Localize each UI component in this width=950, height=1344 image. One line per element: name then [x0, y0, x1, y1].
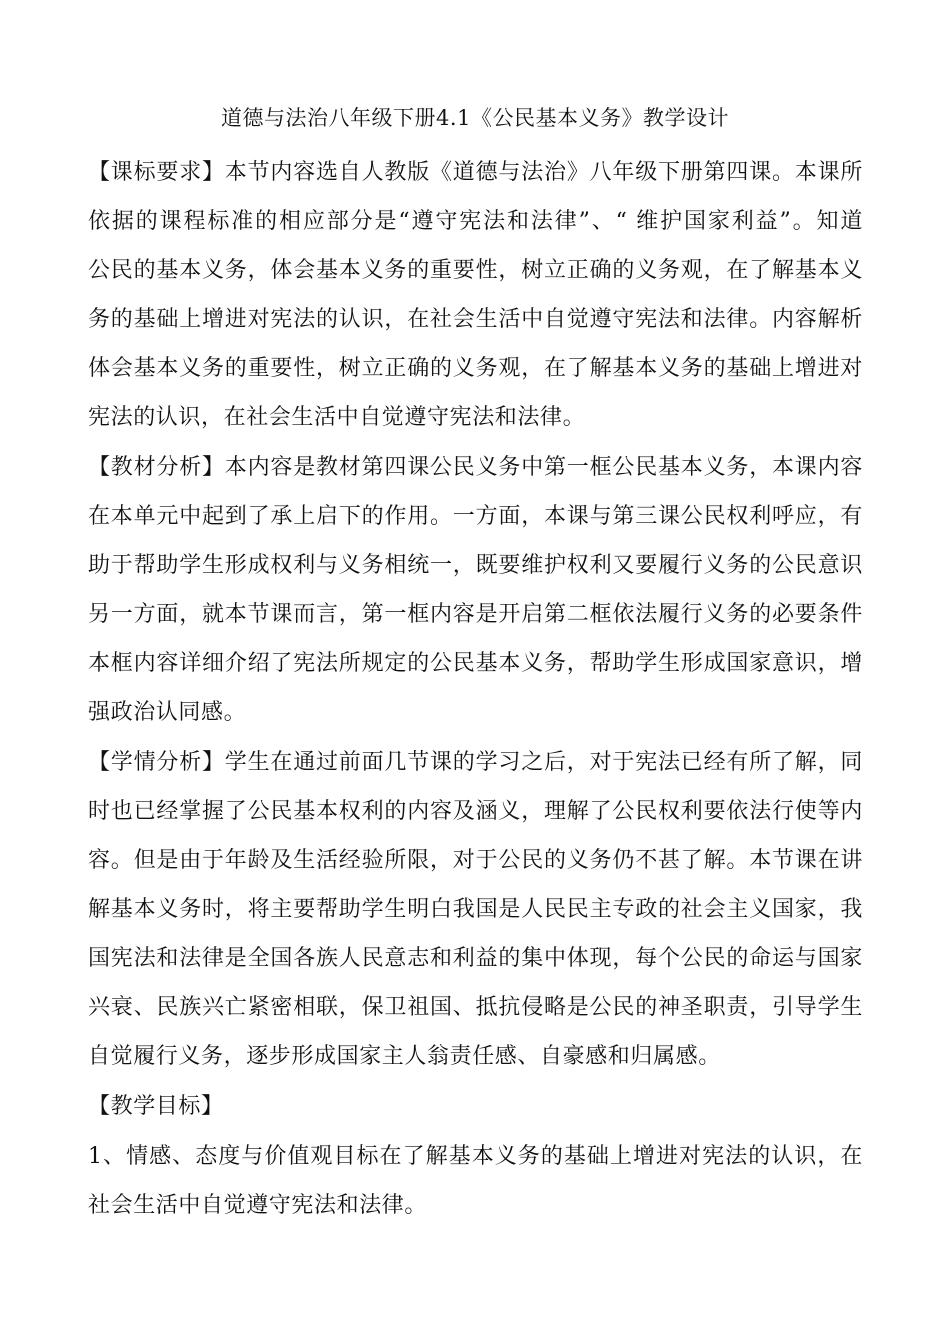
text-line: 兴衰、民族兴亡紧密相联，保卫祖国、抵抗侵略是公民的神圣职责，引导学生: [88, 995, 863, 1020]
text-line: 【课标要求】本节内容选自人教版《道德与法治》八年级下册第四课。本课所: [88, 160, 863, 185]
text-line: 容。但是由于年龄及生活经验所限，对于公民的义务仍不甚了解。本节课在讲: [88, 848, 863, 873]
text-line: 另一方面，就本节课而言，第一框内容是开启第二框依法履行义务的必要条件: [88, 602, 863, 627]
text-line: 务的基础上增进对宪法的认识，在社会生活中自觉遵守宪法和法律。内容解析: [88, 307, 863, 332]
text-line: 1、情感、态度与价值观目标在了解基本义务的基础上增进对宪法的认识，在: [88, 1144, 863, 1169]
text-line: 时也已经掌握了公民基本权利的内容及涵义，理解了公民权利要依法行使等内: [88, 799, 863, 824]
text-line: 解基本义务时，将主要帮助学生明白我国是人民民主专政的社会主义国家，我: [88, 897, 863, 922]
text-line: 【教材分析】本内容是教材第四课公民义务中第一框公民基本义务，本课内容: [88, 455, 863, 480]
text-line: 在本单元中起到了承上启下的作用。一方面，本课与第三课公民权利呼应，有: [88, 504, 863, 529]
section-teaching-objectives: [88, 1082, 863, 1131]
document-title: 道德与法治八年级下册4.1《公民基本义务》教学设计: [221, 106, 729, 130]
text-line: 助于帮助学生形成权利与义务相统一，既要维护权利又要履行义务的公民意识: [88, 553, 863, 578]
text-line: 强政治认同感。: [88, 700, 247, 725]
text-line: 国宪法和法律是全国各族人民意志和利益的集中体现，每个公民的命运与国家: [88, 946, 863, 971]
section-textbook-analysis: [88, 443, 863, 737]
text-line: 公民的基本义务，体会基本义务的重要性，树立正确的义务观，在了解基本义: [88, 258, 863, 283]
section-heading: 【教学目标】: [88, 1094, 224, 1119]
text-line: 【学情分析】学生在通过前面几节课的学习之后，对于宪法已经有所了解，同: [88, 750, 863, 775]
section-curriculum-requirements: [88, 148, 863, 442]
text-line: 宪法的认识，在社会生活中自觉遵守宪法和法律。: [88, 405, 586, 430]
text-line: 体会基本义务的重要性，树立正确的义务观，在了解基本义务的基础上增进对: [88, 356, 863, 381]
text-line: 本框内容详细介绍了宪法所规定的公民基本义务，帮助学生形成国家意识，增: [88, 651, 863, 676]
text-line: 依据的课程标准的相应部分是“遵守宪法和法律”、“ 维护国家利益”。知道: [88, 209, 863, 234]
text-line: 社会生活中自觉遵守宪法和法律。: [88, 1193, 428, 1218]
section-objective-1: [88, 1132, 863, 1230]
section-student-analysis: [88, 738, 863, 1081]
text-line: 自觉履行义务，逐步形成国家主人翁责任感、自豪感和归属感。: [88, 1044, 721, 1069]
document-body: [88, 148, 863, 1231]
